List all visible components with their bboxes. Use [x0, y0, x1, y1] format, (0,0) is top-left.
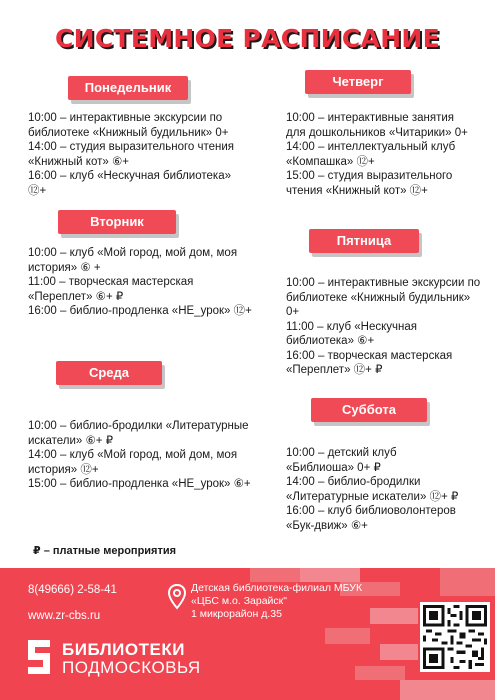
decor-block: [325, 628, 370, 644]
schedule-line: библиотеке «Книжный будильник» 0+: [28, 126, 229, 139]
schedule-line: библиотека» ⑥+: [286, 335, 375, 347]
schedule-line: 10:00 – интерактивные экскурсии по: [286, 277, 481, 289]
schedule-line: для дошкольников «Читарики» 0+: [286, 126, 468, 139]
decor-block: [380, 644, 418, 660]
address-line: Детская библиотека-филиал МБУК: [191, 582, 363, 594]
schedule-friday: [286, 276, 480, 378]
day-label-thursday: Четверг: [305, 70, 411, 94]
schedule-line: «Бук-движ» ⑥+: [286, 519, 368, 532]
schedule-line: «Компашка» ⑫+: [286, 155, 375, 168]
decor-block: [370, 608, 418, 624]
schedule-line: 14:00 – интеллектуальный клуб: [286, 141, 456, 153]
schedule-tuesday: [28, 246, 252, 319]
schedule-line: чтения «Книжный кот» ⑫+: [286, 184, 428, 197]
schedule-line: 16:00 – творческая мастерская: [286, 349, 453, 362]
schedule-line: 10:00 – библио-бродилки «Литературные: [28, 420, 249, 432]
libraries-logo-icon: [26, 638, 52, 676]
brand-name: [62, 641, 201, 677]
schedule-line: 11:00 – клуб «Нескучная: [286, 320, 417, 333]
schedule-line: 10:00 – клуб «Мой город, мой дом, моя: [28, 247, 238, 259]
location-pin-icon: [167, 584, 187, 610]
schedule-line: 14:00 – студия выразительного чтения: [28, 141, 235, 153]
schedule-line: 0+: [286, 306, 300, 318]
schedule-line: искатели» ⑥+ ₽: [28, 434, 114, 447]
paid-events-note: ₽ – платные мероприятия: [33, 545, 177, 557]
schedule-wednesday: [28, 419, 251, 492]
decor-block: [300, 568, 360, 582]
schedule-line: «Книжный кот» ⑥+: [28, 155, 129, 168]
schedule-line: 11:00 – творческая мастерская: [28, 276, 194, 288]
schedule-line: история» ⑫+: [28, 463, 99, 476]
schedule-line: 10:00 – интерактивные занятия: [286, 112, 454, 124]
address-line: 1 микрорайон д.35: [191, 608, 282, 620]
schedule-line: 10:00 – интерактивные экскурсии по: [28, 112, 223, 124]
schedule-line: 10:00 – детский клуб: [286, 447, 397, 459]
footer: [0, 568, 495, 700]
phone-number: 8(49666) 2-58-41: [28, 584, 117, 596]
day-label-friday: Пятница: [309, 229, 419, 253]
decor-block: [400, 680, 495, 700]
decor-block: [440, 568, 495, 596]
schedule-line: ⑫+: [28, 184, 47, 197]
day-label-wednesday: Среда: [56, 361, 162, 385]
schedule-line: 16:00 – клуб «Нескучная библиотека»: [28, 170, 231, 182]
schedule-line: «Литературные искатели» ⑫+ ₽: [286, 490, 459, 503]
day-label-monday: Понедельник: [68, 76, 188, 100]
decor-block: [250, 568, 300, 582]
schedule-line: «Переплет» ⑫+ ₽: [286, 364, 383, 376]
address-line: «ЦБС м.о. Зарайск": [191, 595, 287, 607]
schedule-line: «Переплет» ⑥+ ₽: [28, 290, 124, 303]
schedule-thursday: [286, 111, 468, 198]
qr-code[interactable]: [420, 602, 490, 672]
schedule-saturday: [286, 446, 458, 533]
decor-block: [355, 666, 405, 680]
schedule-line: история» ⑥ +: [28, 261, 101, 274]
schedule-line: 14:00 – клуб «Мой город, мой дом, моя: [28, 449, 238, 461]
schedule-line: «Библиоша» 0+ ₽: [286, 461, 381, 474]
schedule-line: 15:00 – студия выразительного: [286, 170, 453, 182]
page-title: СИСТЕМНОЕ РАСПИСАНИЕ: [54, 24, 441, 53]
schedule-monday: [28, 111, 234, 198]
library-address: [191, 582, 362, 621]
brand-line-2: ПОДМОСКОВЬЯ: [62, 658, 201, 677]
website-link[interactable]: www.zr-cbs.ru: [28, 610, 101, 622]
brand-line-1: БИБЛИОТЕКИ: [62, 640, 185, 659]
schedule-line: 16:00 – библио-продленка «НЕ_урок» ⑫+: [28, 305, 252, 317]
schedule-line: 16:00 – клуб библиоволонтеров: [286, 505, 456, 517]
schedule-line: библиотеке «Книжный будильник»: [286, 291, 471, 304]
schedule-line: 15:00 – библио-продленка «НЕ_урок» ⑥+: [28, 478, 251, 490]
day-label-tuesday: Вторник: [58, 210, 176, 234]
schedule-line: 14:00 – библио-бродилки: [286, 476, 421, 488]
day-label-saturday: Суббота: [311, 398, 427, 422]
